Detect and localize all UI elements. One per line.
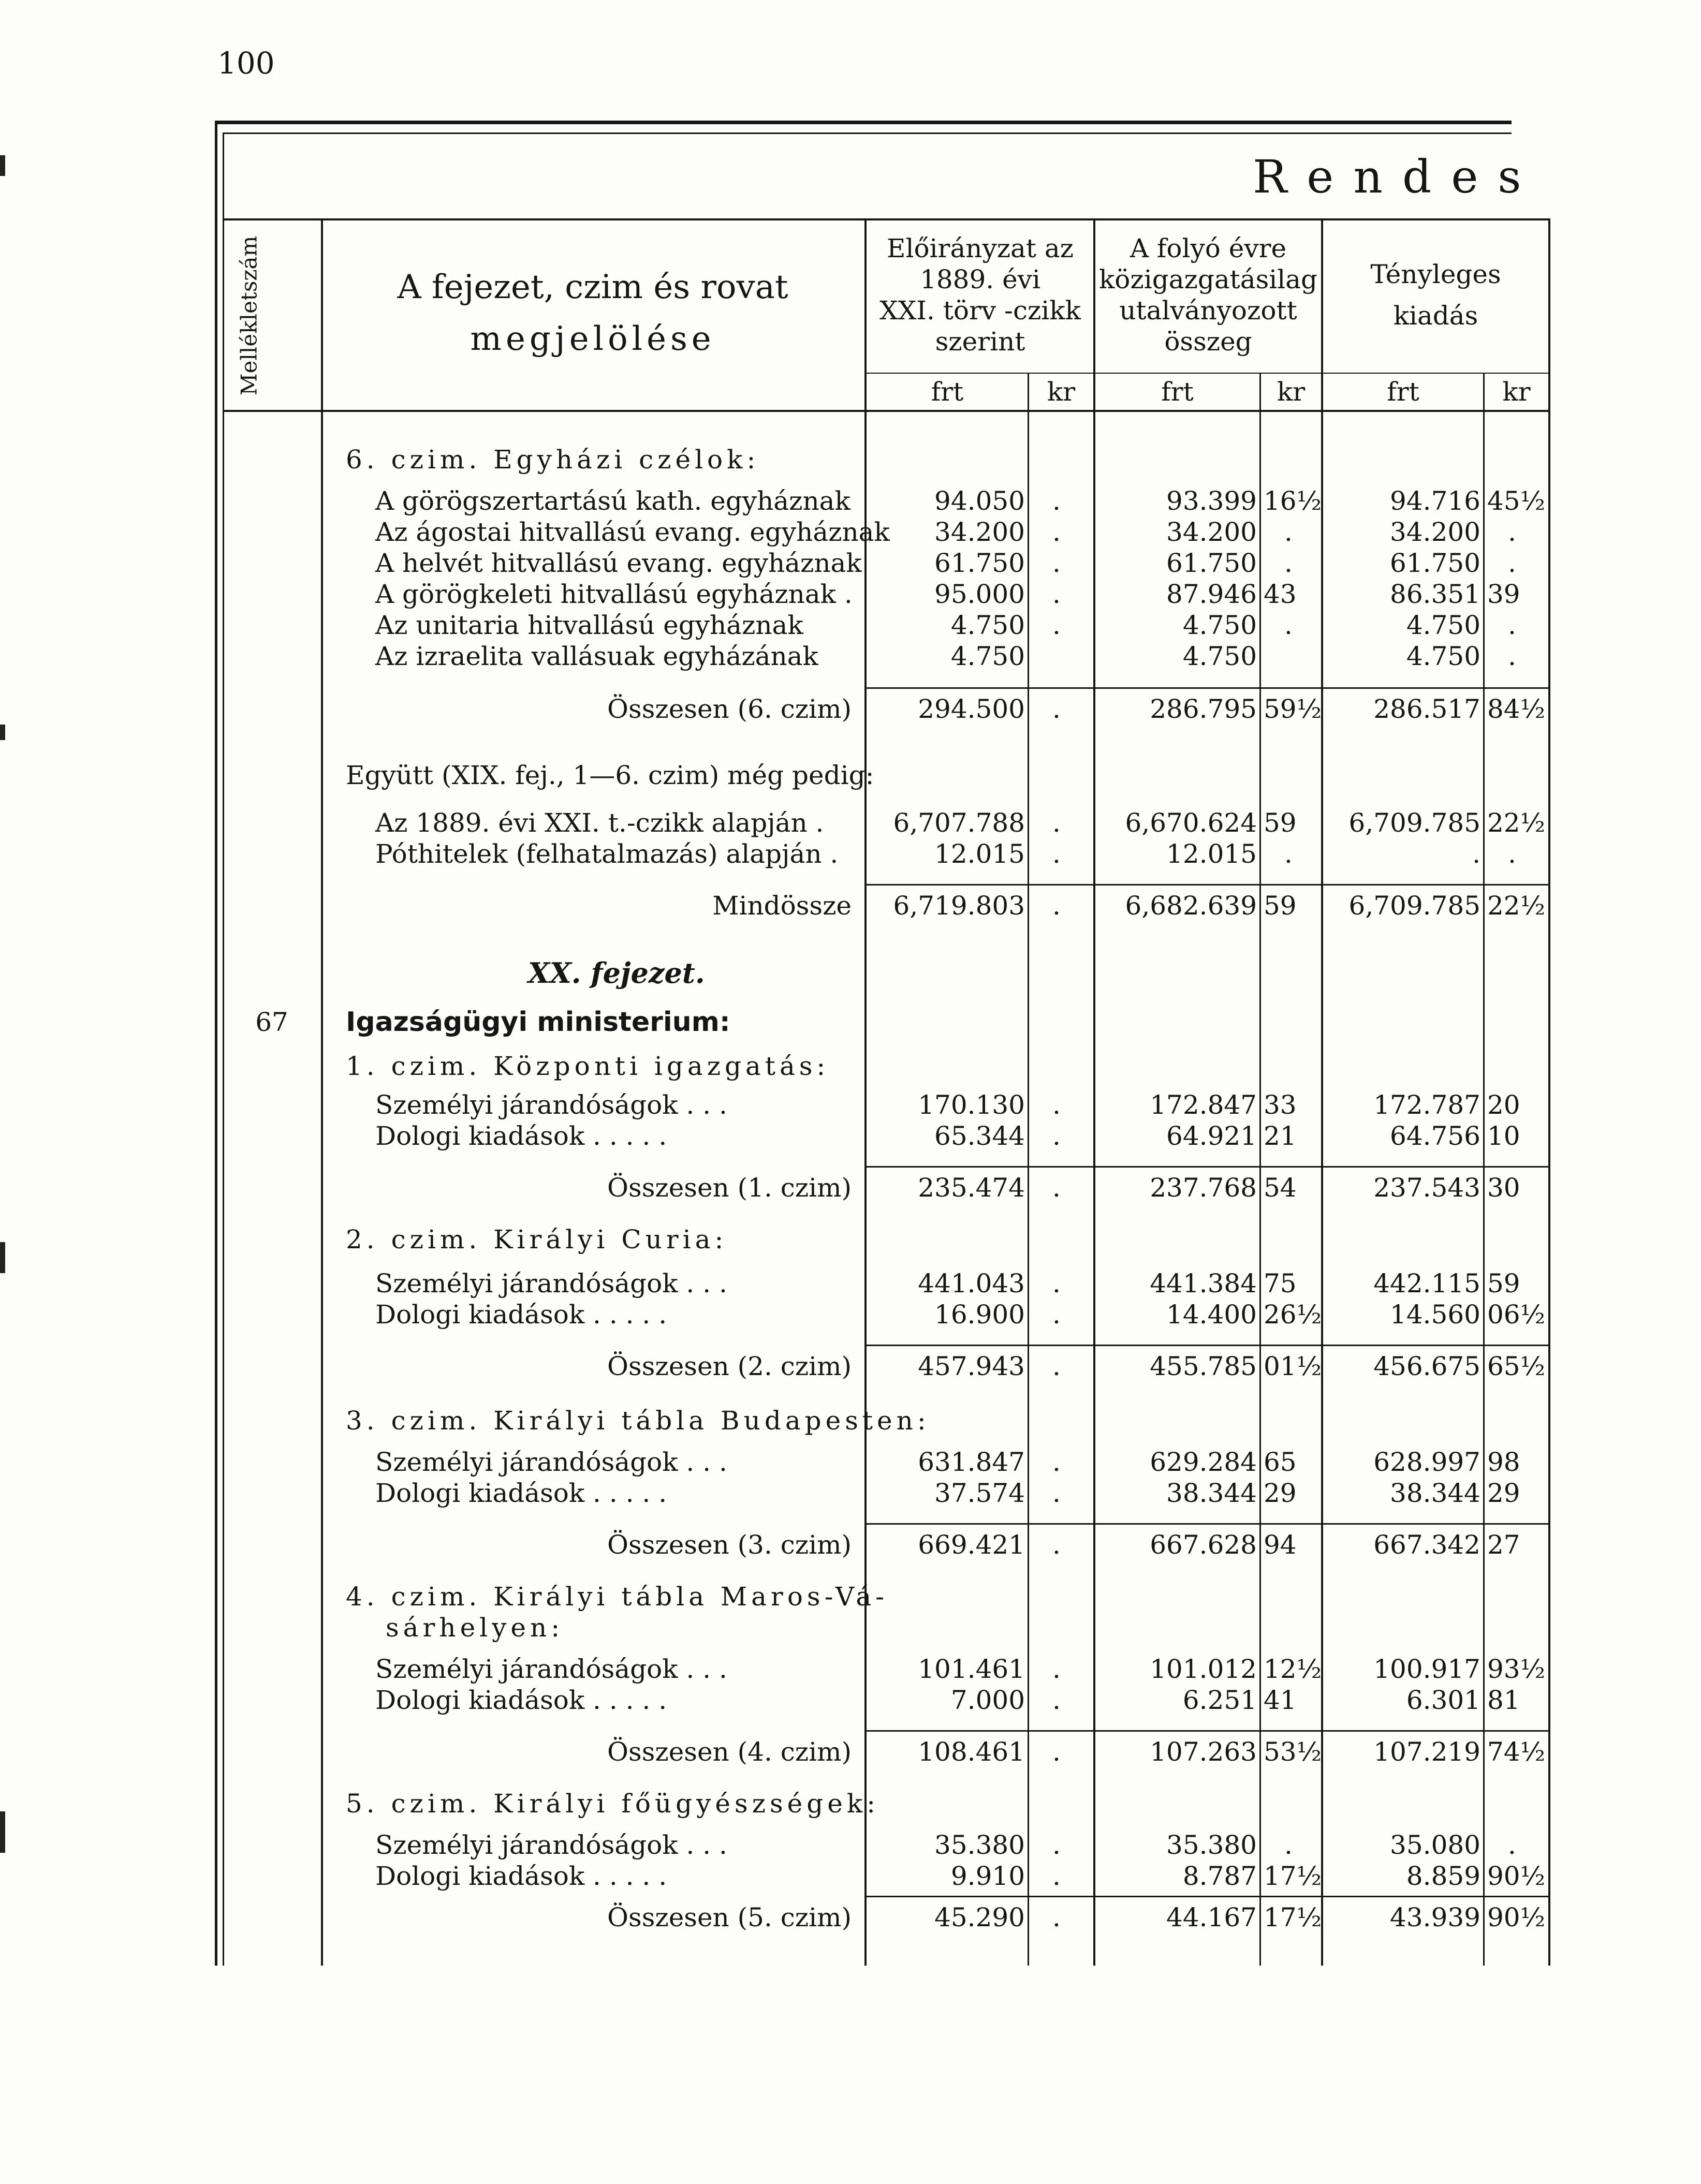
section-row [0, 957, 1701, 988]
mellek-number: 67 [255, 1007, 288, 1037]
col2-frt-value: 6,682.639 [1125, 891, 1257, 921]
col1-frt-value: 61.750 [934, 548, 1025, 578]
row-label: Együtt (XIX. fej., 1—6. czim) még pedig: [346, 760, 874, 790]
col1-frt-value: 6,719.803 [893, 891, 1025, 921]
col1-frt-value: 4.750 [950, 641, 1025, 671]
col1-kr-value: . [1052, 486, 1061, 516]
col1-kr-value: . [1052, 1685, 1061, 1715]
col2-frt-value: 6,670.624 [1125, 808, 1257, 838]
row-label: Dologi kiadások . . . . . [375, 1685, 667, 1715]
col2-frt-value: 8.787 [1182, 1861, 1257, 1891]
table-row [0, 641, 1701, 672]
col1-frt-value: 631.847 [918, 1447, 1025, 1477]
col1-kr-value: . [1052, 1268, 1061, 1298]
col3-kr-value: 10 [1487, 1121, 1520, 1151]
col2-frt-value: 61.750 [1166, 548, 1257, 578]
col3-kr-value: . [1508, 517, 1516, 547]
col3-frt-unit: frt [1387, 377, 1419, 407]
col1-frt-value: 35.380 [934, 1830, 1025, 1860]
total-rule [866, 1166, 1549, 1168]
row-label: Az izraelita vallásuak egyházának [375, 641, 818, 671]
col3-frt-value: . [1472, 839, 1480, 869]
total-row [0, 693, 1701, 725]
row-label: Mindössze [712, 891, 852, 921]
col1-frt-value: 95.000 [934, 579, 1025, 609]
col2-kr-value: 54 [1264, 1173, 1297, 1203]
col2-frt-value: 34.200 [1166, 517, 1257, 547]
row-label: Dologi kiadások . . . . . [375, 1121, 667, 1151]
unit-separator-rule [866, 373, 1550, 374]
top-rule [215, 121, 1512, 124]
col1-kr-value: . [1052, 1830, 1061, 1860]
section-row [0, 444, 1701, 475]
row-label: Dologi kiadások . . . . . [375, 1861, 667, 1891]
col2-frt-value: 172.847 [1150, 1090, 1257, 1120]
row-label: Személyi járandóságok . . . [375, 1830, 727, 1860]
col3-kr-value: . [1508, 839, 1516, 869]
col3-frt-value: 61.750 [1390, 548, 1480, 578]
col2-kr-value: 59 [1264, 808, 1297, 838]
col3-kr-value: 98 [1487, 1447, 1520, 1477]
col3-kr-value: 20 [1487, 1090, 1520, 1120]
top-rule-thin [223, 132, 1512, 134]
col3-kr-value: 84½ [1487, 694, 1546, 724]
total-rule [866, 687, 1549, 689]
table-row [0, 1120, 1701, 1152]
col1-kr-value: . [1052, 808, 1061, 838]
col2-frt-value: 4.750 [1182, 641, 1257, 671]
col3-kr-value: 65½ [1487, 1351, 1546, 1381]
col2-kr-value: 21 [1264, 1121, 1297, 1151]
row-label: sárhelyen: [386, 1613, 564, 1643]
col1-kr-value: . [1052, 548, 1061, 578]
row-label: A görögkeleti hitvallású egyháznak . [375, 579, 853, 609]
col3-kr-value: 27 [1487, 1530, 1520, 1560]
col3-frt-value: 38.344 [1390, 1478, 1480, 1508]
col2-frt-value: 38.344 [1166, 1478, 1257, 1508]
col1-kr-value: . [1052, 1300, 1061, 1330]
header-top-rule [223, 218, 1550, 220]
col2-frt-value: 44.167 [1166, 1902, 1257, 1932]
col3-frt-value: 628.997 [1373, 1447, 1480, 1477]
col3-kr-value: . [1508, 1830, 1516, 1860]
row-label: Összesen (4. czim) [607, 1737, 852, 1767]
table-row [0, 1654, 1701, 1685]
col1-frt-value: 669.421 [918, 1530, 1025, 1560]
col1-kr-value: . [1052, 1173, 1061, 1203]
col3-kr-value: 59 [1487, 1268, 1520, 1298]
col2-kr-value: 53½ [1264, 1737, 1322, 1767]
row-label: A görögszertartású kath. egyháznak [375, 486, 850, 516]
col1-frt-value: 12.015 [934, 839, 1025, 869]
mellek-header: Mellékletszám [236, 235, 262, 396]
col1-frt-value: 441.043 [918, 1268, 1025, 1298]
row-label: 1. czim. Központi igazgatás: [346, 1051, 830, 1081]
col3-kr-value: 90½ [1487, 1902, 1546, 1932]
total-row [0, 1529, 1701, 1560]
col2-frt-value: 667.628 [1150, 1530, 1257, 1560]
col1-frt-value: 94.050 [934, 486, 1025, 516]
scan-edge-mark [0, 725, 5, 740]
table-row [0, 1447, 1701, 1478]
col3-frt-value: 35.080 [1390, 1830, 1480, 1860]
col2-kr-value: . [1284, 839, 1293, 869]
col1-kr-value: . [1052, 1530, 1061, 1560]
col2-kr-value: 12½ [1264, 1654, 1322, 1684]
section-row [0, 1581, 1701, 1612]
col2-frt-value: 237.768 [1150, 1173, 1257, 1203]
page-number: 100 [217, 46, 275, 81]
col3-frt-value: 172.787 [1373, 1090, 1480, 1120]
col3-frt-value: 14.560 [1390, 1300, 1480, 1330]
col1-kr-value: . [1052, 610, 1061, 640]
table-row [0, 610, 1701, 641]
col2-frt-value: 455.785 [1150, 1351, 1257, 1381]
section-row [0, 1405, 1701, 1436]
desc-header-line1: A fejezet, czim és rovat [397, 268, 788, 306]
table-row [0, 579, 1701, 610]
col1-frt-value: 9.910 [950, 1861, 1025, 1891]
table-row [0, 517, 1701, 548]
col2-frt-value: 286.795 [1150, 694, 1257, 724]
col2-kr-value: 43 [1264, 579, 1297, 609]
row-label: Személyi járandóságok . . . [375, 1268, 727, 1298]
col3-frt-value: 8.859 [1406, 1861, 1480, 1891]
section-row [0, 1224, 1701, 1255]
table-row [0, 1861, 1701, 1892]
row-label: Összesen (3. czim) [607, 1530, 852, 1560]
col3-kr-value: 39 [1487, 579, 1520, 609]
col1-kr-value: . [1052, 1861, 1061, 1891]
row-label: Dologi kiadások . . . . . [375, 1478, 667, 1508]
col3-frt-value: 456.675 [1373, 1351, 1480, 1381]
table-row [0, 485, 1701, 517]
table-row [0, 1299, 1701, 1330]
col3-frt-value: 94.716 [1390, 486, 1480, 516]
col2-kr-value: 01½ [1264, 1351, 1322, 1381]
col3-frt-value: 86.351 [1390, 579, 1480, 609]
total-rule [866, 1896, 1549, 1897]
col3-kr-value: 93½ [1487, 1654, 1546, 1684]
row-label: XX. fejezet. [528, 956, 705, 990]
row-label: Póthitelek (felhatalmazás) alapján . [375, 839, 839, 869]
col2-kr-value: 33 [1264, 1090, 1297, 1120]
col2-frt-value: 64.921 [1166, 1121, 1257, 1151]
col1-kr-value: . [1052, 839, 1061, 869]
col2-kr-value: . [1284, 548, 1293, 578]
col1-kr-value: . [1052, 1902, 1061, 1932]
col3-kr-value: 30 [1487, 1173, 1520, 1203]
total-row [0, 1172, 1701, 1203]
col2-kr-value: 17½ [1264, 1902, 1322, 1932]
total-rule [866, 1523, 1549, 1525]
col3-frt-value: 64.756 [1390, 1121, 1480, 1151]
col1-kr-value: . [1052, 1654, 1061, 1684]
col1-frt-unit: frt [931, 377, 964, 407]
col1-kr-value: . [1052, 1351, 1061, 1381]
row-label: Az 1889. évi XXI. t.-czikk alapján . [375, 808, 824, 838]
col2-frt-value: 35.380 [1166, 1830, 1257, 1860]
col2-kr-unit: kr [1277, 377, 1306, 407]
row-label: Összesen (5. czim) [607, 1902, 852, 1932]
col1-frt-value: 7.000 [950, 1685, 1025, 1715]
section-row [0, 1788, 1701, 1819]
row-label: Összesen (2. czim) [607, 1351, 852, 1381]
col3-kr-value: 74½ [1487, 1737, 1546, 1767]
col2-frt-value: 4.750 [1182, 610, 1257, 640]
table-row [0, 1089, 1701, 1120]
desc-header-line2: megjelölése [470, 320, 715, 358]
col3-frt-value: 100.917 [1373, 1654, 1480, 1684]
col1-frt-value: 65.344 [934, 1121, 1025, 1151]
col1-kr-value: . [1052, 1090, 1061, 1120]
header-bottom-rule [223, 410, 1550, 412]
col1-frt-value: 16.900 [934, 1300, 1025, 1330]
total-row [0, 890, 1701, 921]
row-label: A helvét hitvallású evang. egyháznak [375, 548, 862, 578]
total-row [0, 1736, 1701, 1767]
row-label: 2. czim. Királyi Curia: [346, 1224, 728, 1255]
col1-frt-value: 101.461 [918, 1654, 1025, 1684]
col3-kr-value: 22½ [1487, 808, 1546, 838]
row-label: 6. czim. Egyházi czélok: [346, 445, 760, 475]
table-row [0, 807, 1701, 838]
col2-frt-value: 441.384 [1150, 1268, 1257, 1298]
col3-frt-value: 442.115 [1373, 1268, 1480, 1298]
col1-kr-value: . [1052, 579, 1061, 609]
col3-kr-value: 45½ [1487, 486, 1546, 516]
total-row [0, 1902, 1701, 1933]
col3-frt-value: 43.939 [1390, 1902, 1480, 1932]
total-row [0, 1351, 1701, 1382]
col2-kr-value: 65 [1264, 1447, 1297, 1477]
col3-frt-value: 237.543 [1373, 1173, 1480, 1203]
col3-frt-value: 286.517 [1373, 694, 1480, 724]
col2-frt-value: 101.012 [1150, 1654, 1257, 1684]
col1-frt-value: 170.130 [918, 1090, 1025, 1120]
section-title: Rendes [1253, 150, 1541, 203]
col2-frt-value: 6.251 [1182, 1685, 1257, 1715]
col2-kr-value: . [1284, 610, 1293, 640]
col2-frt-value: 14.400 [1166, 1300, 1257, 1330]
row-label: Összesen (1. czim) [607, 1173, 852, 1203]
col3-kr-value: 90½ [1487, 1861, 1546, 1891]
section-row [0, 1612, 1701, 1643]
col2-frt-value: 87.946 [1166, 579, 1257, 609]
section-row [0, 1051, 1701, 1082]
col2-frt-unit: frt [1161, 377, 1194, 407]
col1-frt-value: 4.750 [950, 610, 1025, 640]
col1-kr-value: . [1052, 1121, 1061, 1151]
col3-kr-value: 22½ [1487, 891, 1546, 921]
col3-frt-value: 34.200 [1390, 517, 1480, 547]
col1-frt-value: 34.200 [934, 517, 1025, 547]
col3-frt-value: 6,709.785 [1348, 808, 1480, 838]
col1-kr-value: . [1052, 1447, 1061, 1477]
col2-frt-value: 93.399 [1166, 486, 1257, 516]
total-rule [866, 884, 1549, 886]
section-row [0, 1007, 1701, 1038]
total-rule [866, 1730, 1549, 1732]
col2-kr-value: 59 [1264, 891, 1297, 921]
col3-kr-value: . [1508, 610, 1516, 640]
scan-edge-mark [0, 155, 5, 176]
row-label: Személyi járandóságok . . . [375, 1447, 727, 1477]
table-row [0, 1829, 1701, 1861]
col1-kr-value: . [1052, 694, 1061, 724]
col2-kr-value: 16½ [1264, 486, 1322, 516]
row-label: 3. czim. Királyi tábla Budapesten: [346, 1406, 930, 1436]
col2-kr-value: 17½ [1264, 1861, 1322, 1891]
row-label: Az ágostai hitvallású evang. egyháznak [375, 517, 890, 547]
col3-frt-value: 107.219 [1373, 1737, 1480, 1767]
col1-frt-value: 45.290 [934, 1902, 1025, 1932]
col1-frt-value: 457.943 [918, 1351, 1025, 1381]
col2-kr-value: . [1284, 1830, 1293, 1860]
row-label: 5. czim. Királyi főügyészségek: [346, 1789, 879, 1819]
table-row [0, 548, 1701, 579]
col3-kr-unit: kr [1502, 377, 1531, 407]
col1-frt-value: 6,707.788 [893, 808, 1025, 838]
col1-frt-value: 37.574 [934, 1478, 1025, 1508]
col2-kr-value: . [1284, 517, 1293, 547]
col2-frt-value: 629.284 [1150, 1447, 1257, 1477]
section-row [0, 760, 1701, 791]
col1-kr-unit: kr [1047, 377, 1076, 407]
col2-frt-value: 107.263 [1150, 1737, 1257, 1767]
col3-frt-value: 4.750 [1406, 610, 1480, 640]
col3-frt-value: 667.342 [1373, 1530, 1480, 1560]
table-row [0, 838, 1701, 869]
col2-kr-value: 41 [1264, 1685, 1297, 1715]
table-row [0, 1685, 1701, 1716]
row-label: Összesen (6. czim) [607, 694, 852, 724]
col2-kr-value: 94 [1264, 1530, 1297, 1560]
col3-kr-value: 06½ [1487, 1300, 1546, 1330]
col3-frt-value: 6,709.785 [1348, 891, 1480, 921]
col1-frt-value: 108.461 [918, 1737, 1025, 1767]
col3-kr-value: . [1508, 641, 1516, 671]
col1-frt-value: 235.474 [918, 1173, 1025, 1203]
col2-kr-value: 26½ [1264, 1300, 1322, 1330]
col3-kr-value: 29 [1487, 1478, 1520, 1508]
row-label: Igazságügyi ministerium: [346, 1007, 730, 1038]
table-row [0, 1478, 1701, 1509]
row-label: Dologi kiadások . . . . . [375, 1300, 667, 1330]
col1-kr-value: . [1052, 1737, 1061, 1767]
col1-kr-value: . [1052, 891, 1061, 921]
col1-kr-value: . [1052, 517, 1061, 547]
col3-kr-value: . [1508, 548, 1516, 578]
col1-kr-value: . [1052, 1478, 1061, 1508]
row-label: Személyi járandóságok . . . [375, 1654, 727, 1684]
row-label: Az unitaria hitvallású egyháznak [375, 610, 803, 640]
row-label: 4. czim. Királyi tábla Maros-Vá- [346, 1582, 889, 1612]
col3-kr-value: 81 [1487, 1685, 1520, 1715]
col2-kr-value: 75 [1264, 1268, 1297, 1298]
total-rule [866, 1345, 1549, 1346]
col2-kr-value: 59½ [1264, 694, 1322, 724]
col2-frt-value: 12.015 [1166, 839, 1257, 869]
col3-frt-value: 4.750 [1406, 641, 1480, 671]
col3-frt-value: 6.301 [1406, 1685, 1480, 1715]
col1-frt-value: 294.500 [918, 694, 1025, 724]
col2-kr-value: 29 [1264, 1478, 1297, 1508]
table-row [0, 1268, 1701, 1299]
row-label: Személyi járandóságok . . . [375, 1090, 727, 1120]
